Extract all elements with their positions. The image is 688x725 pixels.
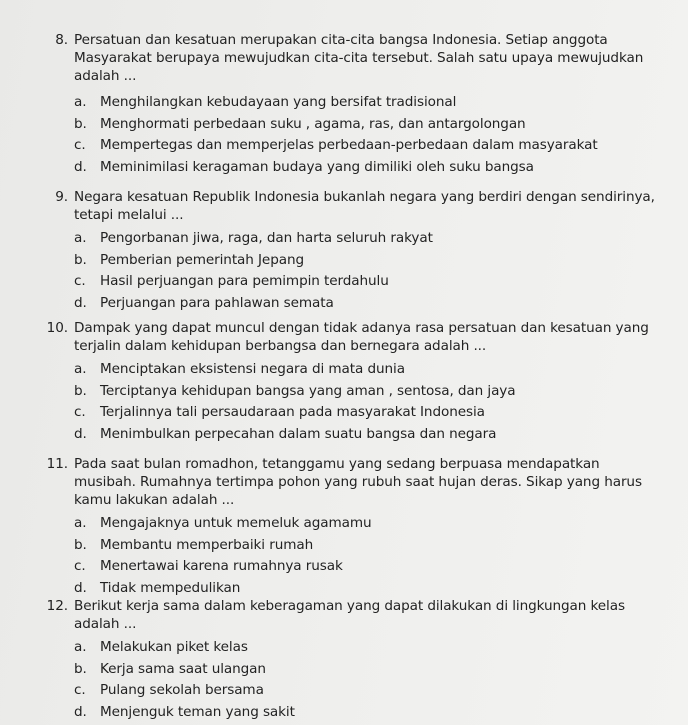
option-letter: d. <box>74 703 87 720</box>
option-letter: c. <box>74 137 86 153</box>
option-text: Terjalinnya tali persaudaraan pada masyarakat Indonesia <box>100 404 485 420</box>
option-list <box>74 92 664 178</box>
question-number: 11. <box>46 456 68 472</box>
question-12 <box>34 597 664 723</box>
question-text: Pada saat bulan romadhon, tetanggamu yang sedang berpuasa mendapatkan musibah. Rumahnya tertimpa pohon yang rubuh saat hujan deras. Sikap yang harus kamu lakukan adalah ... <box>74 456 642 508</box>
option-letter: c. <box>74 404 86 420</box>
option-c <box>74 271 664 293</box>
option-text: Menciptakan eksistensi negara di mata dunia <box>100 361 405 377</box>
option-text: Mengajaknya untuk memeluk agamamu <box>100 515 372 531</box>
option-text: Terciptanya kehidupan bangsa yang aman , sentosa, dan jaya <box>100 382 516 399</box>
option-b <box>74 535 664 557</box>
option-text: Menimbulkan perpecahan dalam suatu bangsa dan negara <box>100 425 497 442</box>
option-a <box>74 359 664 381</box>
question-number: 12. <box>46 598 68 614</box>
option-text: Perjuangan para pahlawan semata <box>100 294 334 311</box>
option-c <box>74 556 664 578</box>
question-text: Negara kesatuan Republik Indonesia bukanlah negara yang berdiri dengan sendirinya, tetapi melalui ... <box>74 189 655 223</box>
option-d <box>74 157 664 179</box>
option-letter: a. <box>74 515 87 531</box>
option-list <box>74 228 664 314</box>
option-text: Menjenguk teman yang sakit <box>100 703 295 720</box>
option-letter: b. <box>74 660 87 677</box>
question-number: 10. <box>46 320 68 336</box>
option-text: Hasil perjuangan para pemimpin terdahulu <box>100 273 389 289</box>
option-text: Meminimilasi keragaman budaya yang dimiliki oleh suku bangsa <box>100 158 534 175</box>
option-letter: b. <box>74 251 87 268</box>
option-b <box>74 381 664 403</box>
option-text: Menghilangkan kebudayaan yang bersifat tradisional <box>100 94 457 110</box>
option-c <box>74 402 664 424</box>
option-list <box>74 359 664 445</box>
option-letter: b. <box>74 536 87 553</box>
option-a <box>74 92 664 114</box>
option-a <box>74 228 664 250</box>
option-b <box>74 659 664 681</box>
option-list <box>74 637 664 723</box>
option-text: Pengorbanan jiwa, raga, dan harta seluruh rakyat <box>100 230 433 246</box>
option-text: Melakukan piket kelas <box>100 639 248 655</box>
question-text: Persatuan dan kesatuan merupakan cita-cita bangsa Indonesia. Setiap anggota Masyarakat berupaya mewujudkan cita-cita tersebut. Salah satu upaya mewujudkan adalah ... <box>74 32 644 84</box>
option-letter: c. <box>74 558 86 574</box>
option-d <box>74 424 664 446</box>
option-letter: c. <box>74 682 86 698</box>
option-text: Menghormati perbedaan suku , agama, ras, dan antargolongan <box>100 115 526 132</box>
option-text: Mempertegas dan memperjelas perbedaan-perbedaan dalam masyarakat <box>100 137 598 153</box>
option-a <box>74 637 664 659</box>
option-letter: c. <box>74 273 86 289</box>
option-letter: a. <box>74 230 87 246</box>
option-letter: a. <box>74 361 87 377</box>
option-text: Menertawai karena rumahnya rusak <box>100 558 343 574</box>
option-c <box>74 135 664 157</box>
option-c <box>74 680 664 702</box>
option-text: Tidak mempedulikan <box>100 579 241 596</box>
option-text: Pulang sekolah bersama <box>100 682 264 698</box>
question-number: 8. <box>55 32 68 48</box>
option-letter: d. <box>74 158 87 175</box>
option-b <box>74 250 664 272</box>
question-10 <box>34 319 664 445</box>
option-b <box>74 114 664 136</box>
option-a <box>74 513 664 535</box>
option-letter: d. <box>74 425 87 442</box>
question-11 <box>34 455 664 599</box>
option-text: Kerja sama saat ulangan <box>100 660 266 677</box>
option-list <box>74 513 664 599</box>
option-d <box>74 293 664 315</box>
option-letter: a. <box>74 639 87 655</box>
option-d <box>74 578 664 600</box>
option-letter: d. <box>74 579 87 596</box>
option-letter: b. <box>74 382 87 399</box>
question-8 <box>34 31 664 178</box>
question-text: Dampak yang dapat muncul dengan tidak adanya rasa persatuan dan kesatuan yang terjalin dalam kehidupan berbangsa dan bernegara adalah ... <box>74 320 649 354</box>
question-number: 9. <box>55 189 68 205</box>
option-letter: d. <box>74 294 87 311</box>
question-9 <box>34 188 664 314</box>
option-letter: b. <box>74 115 87 132</box>
option-d <box>74 702 664 724</box>
option-letter: a. <box>74 94 87 110</box>
question-text: Berikut kerja sama dalam keberagaman yang dapat dilakukan di lingkungan kelas adalah ... <box>74 598 625 632</box>
option-text: Membantu memperbaiki rumah <box>100 536 314 553</box>
option-text: Pemberian pemerintah Jepang <box>100 251 304 268</box>
